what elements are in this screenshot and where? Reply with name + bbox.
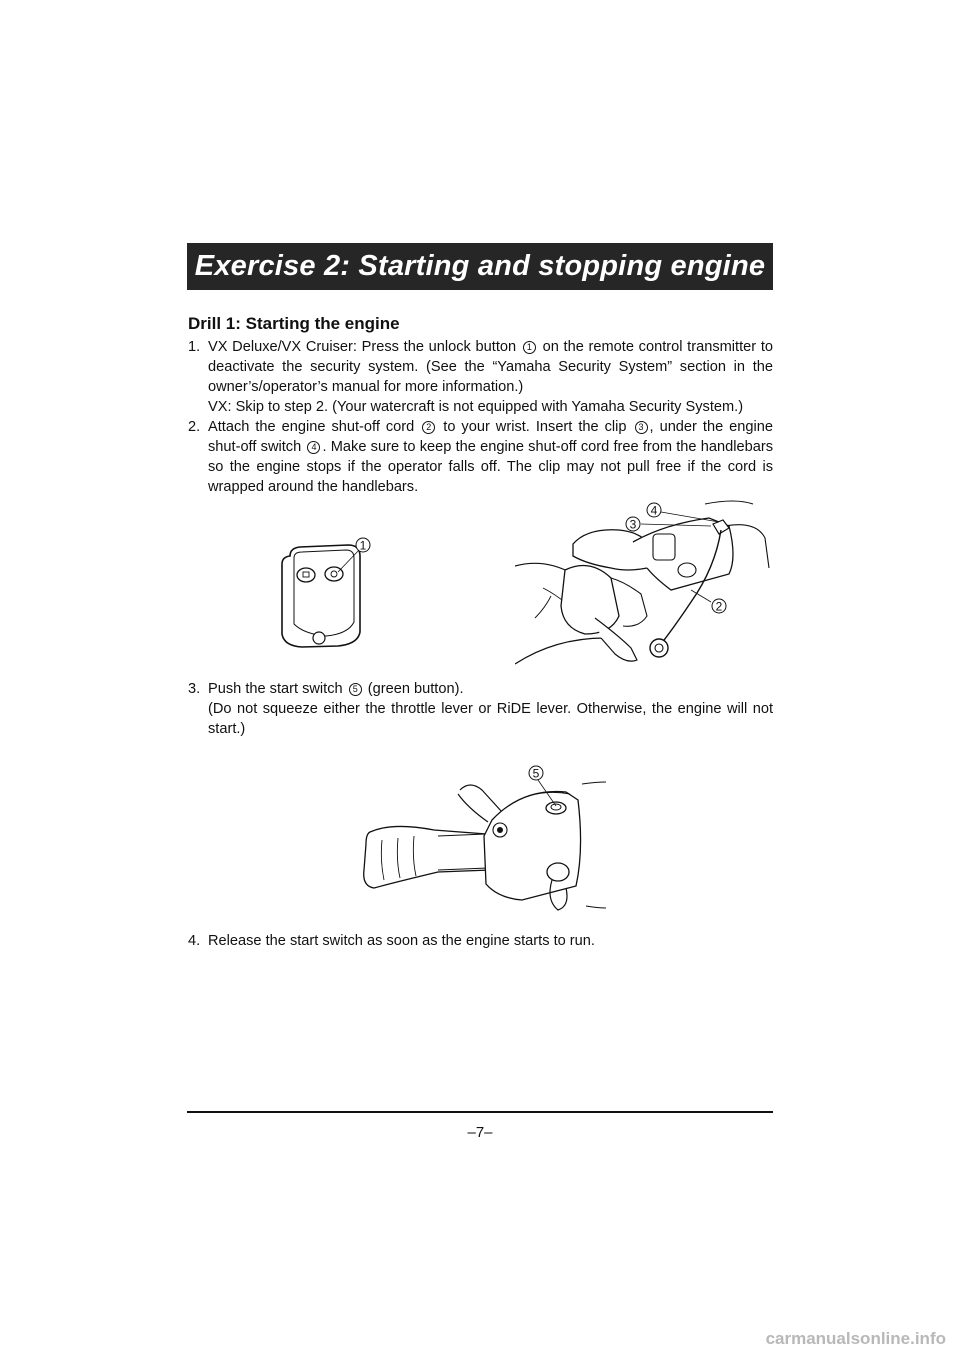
callout-2-label: 2 <box>715 599 723 614</box>
step-number: 3. <box>188 681 201 697</box>
step-text: Push the start switch 5 (green button). <box>208 681 464 697</box>
callout-ref: 2 <box>422 421 435 434</box>
step-3 <box>188 679 773 739</box>
callout-1-label: 1 <box>359 538 367 553</box>
watermark: carmanualsonline.info <box>765 1329 946 1348</box>
remote-transmitter-figure <box>268 530 388 660</box>
step-text: Attach the engine shut-off cord 2 to your wrist. Insert the clip 3 , under the engine shut-off switch 4 . Make sure to keep the engine shut-off cord free from the handlebars so the engine stops if the operator falls off. The clip may not pull free if the cord is wrapped around the handlebars. <box>208 419 774 495</box>
footer-rule <box>187 1111 773 1113</box>
step-number: 2. <box>188 419 201 435</box>
step-1 <box>188 337 773 417</box>
step-number: 1. <box>188 339 201 355</box>
step-note: (Do not squeeze either the throttle lever or RiDE lever. Otherwise, the engine will not start.) <box>208 701 773 737</box>
step-4 <box>188 931 773 951</box>
callout-5-label: 5 <box>532 766 540 781</box>
callout-ref: 4 <box>307 441 320 454</box>
handlebar-shutoff-cord-figure <box>515 498 775 668</box>
page-title: Exercise 2: Starting and stopping engine <box>194 250 766 282</box>
callout-4-label: 4 <box>650 503 658 518</box>
step-number: 4. <box>188 933 201 949</box>
start-switch-figure <box>352 760 608 920</box>
step-2 <box>188 417 773 497</box>
callout-ref: 5 <box>349 683 362 696</box>
callout-3-label: 3 <box>629 517 637 532</box>
callout-ref: 3 <box>635 421 648 434</box>
drill-title: Drill 1: Starting the engine <box>188 314 400 333</box>
callout-ref: 1 <box>523 341 536 354</box>
title-banner <box>187 243 773 290</box>
step-text: Release the start switch as soon as the engine starts to run. <box>208 933 595 949</box>
page-number: –7– <box>467 1124 493 1141</box>
step-note: VX: Skip to step 2. (Your watercraft is not equipped with Yamaha Security System.) <box>208 399 744 415</box>
step-text: VX Deluxe/VX Cruiser: Press the unlock button 1 on the remote control transmitter to deactivate the security system. (See the “Yamaha Security System” section in the owner’s/operator’s manual for more information.) <box>208 339 773 395</box>
